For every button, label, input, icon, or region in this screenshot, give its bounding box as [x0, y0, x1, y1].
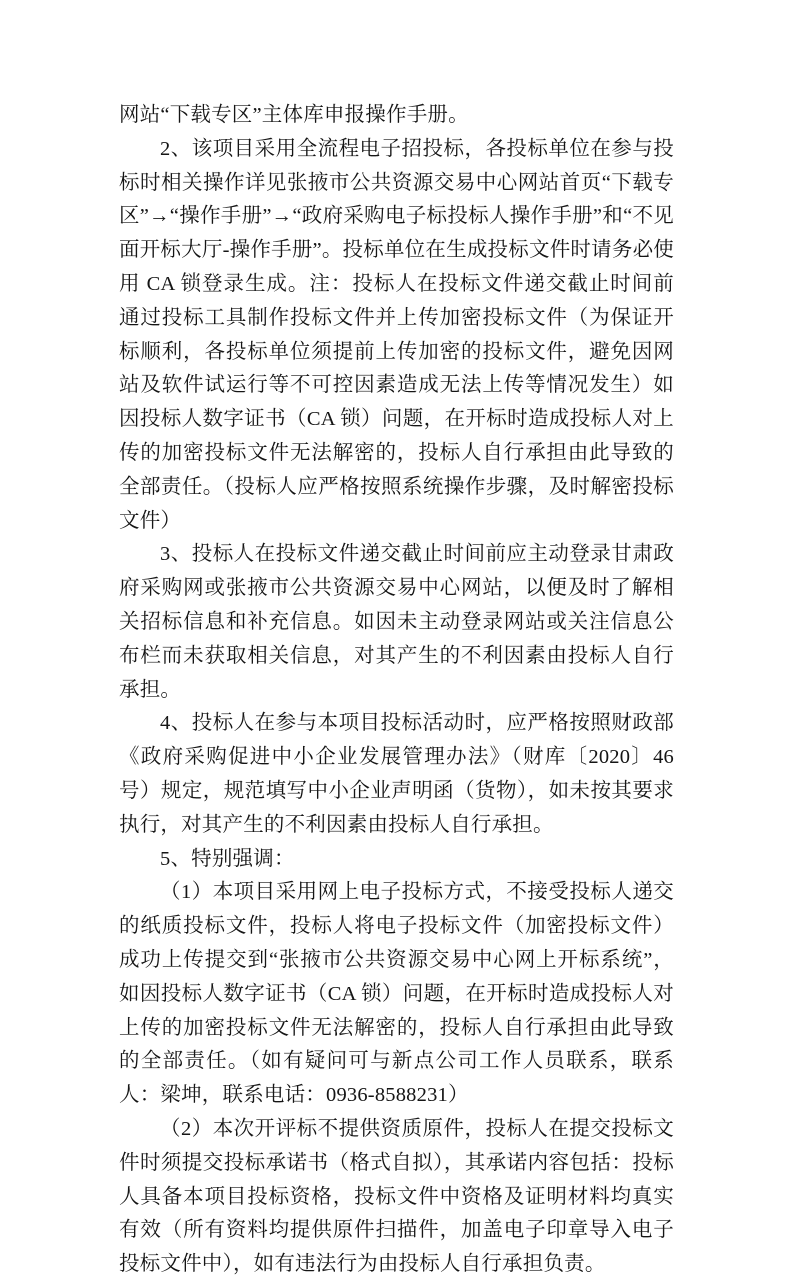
paragraph-item-3: 3、投标人在投标文件递交截止时间前应主动登录甘肃政府采购网或张掖市公共资源交易中心网站，以便及时了解相关招标信息和补充信息。如因未主动登录网站或关注信息公布栏而未获取相关信息，对其产生的不利因素由投标人自行承担。	[119, 543, 674, 701]
paragraph-item-5-sub-1: （1）本项目采用网上电子投标方式，不接受投标人递交的纸质投标文件，投标人将电子投标文件（加密投标文件）成功上传提交到“张掖市公共资源交易中心网上开标系统”，如因投标人数字证书（CA 锁）问题，在开标时造成投标人对上传的加密投标文件无法解密的，投标人自行承担由此导致的全部责任。（如有疑问可与新点公司工作人员联系，联系人：梁坤，联系电话：0936-8588231）	[119, 881, 674, 1107]
paragraph-continuation: 网站“下载专区”主体库申报操作手册。	[119, 104, 469, 126]
paragraph-item-5-sub-2: （2）本次开评标不提供资质原件，投标人在提交投标文件时须提交投标承诺书（格式自拟），其承诺内容包括：投标人具备本项目投标资格，投标文件中资格及证明材料均真实有效（所有资料均提供原件扫描件，加盖电子印章导入电子投标文件中），如有违法行为由投标人自行承担负责。	[119, 1117, 674, 1276]
document-body	[119, 99, 674, 1282]
paragraph-item-2: 2、该项目采用全流程电子招投标，各投标单位在参与投标时相关操作详见张掖市公共资源交易中心网站首页“下载专区”→“操作手册”→“政府采购电子标投标人操作手册”和“不见面开标大厅-操作手册”。投标单位在生成投标文件时请务必使用 CA 锁登录生成。注：投标人在投标文件递交截止时间前通过投标工具制作投标文件并上传加密投标文件（为保证开标顺利，各投标单位须提前上传加密的投标文件，避免因网站及软件试运行等不可控因素造成无法上传等情况发生）如因投标人数字证书（CA 锁）问题，在开标时造成投标人对上传的加密投标文件无法解密的，投标人自行承担由此导致的全部责任。（投标人应严格按照系统操作步骤，及时解密投标文件）	[119, 137, 674, 532]
paragraph-item-4: 4、投标人在参与本项目投标活动时，应严格按照财政部《政府采购促进中小企业发展管理办法》（财库〔2020〕46 号）规定，规范填写中小企业声明函（货物），如未按其要求执行，对其产生的不利因素由投标人自行承担。	[119, 712, 674, 836]
paragraph-item-5: 5、特别强调：	[160, 847, 295, 870]
